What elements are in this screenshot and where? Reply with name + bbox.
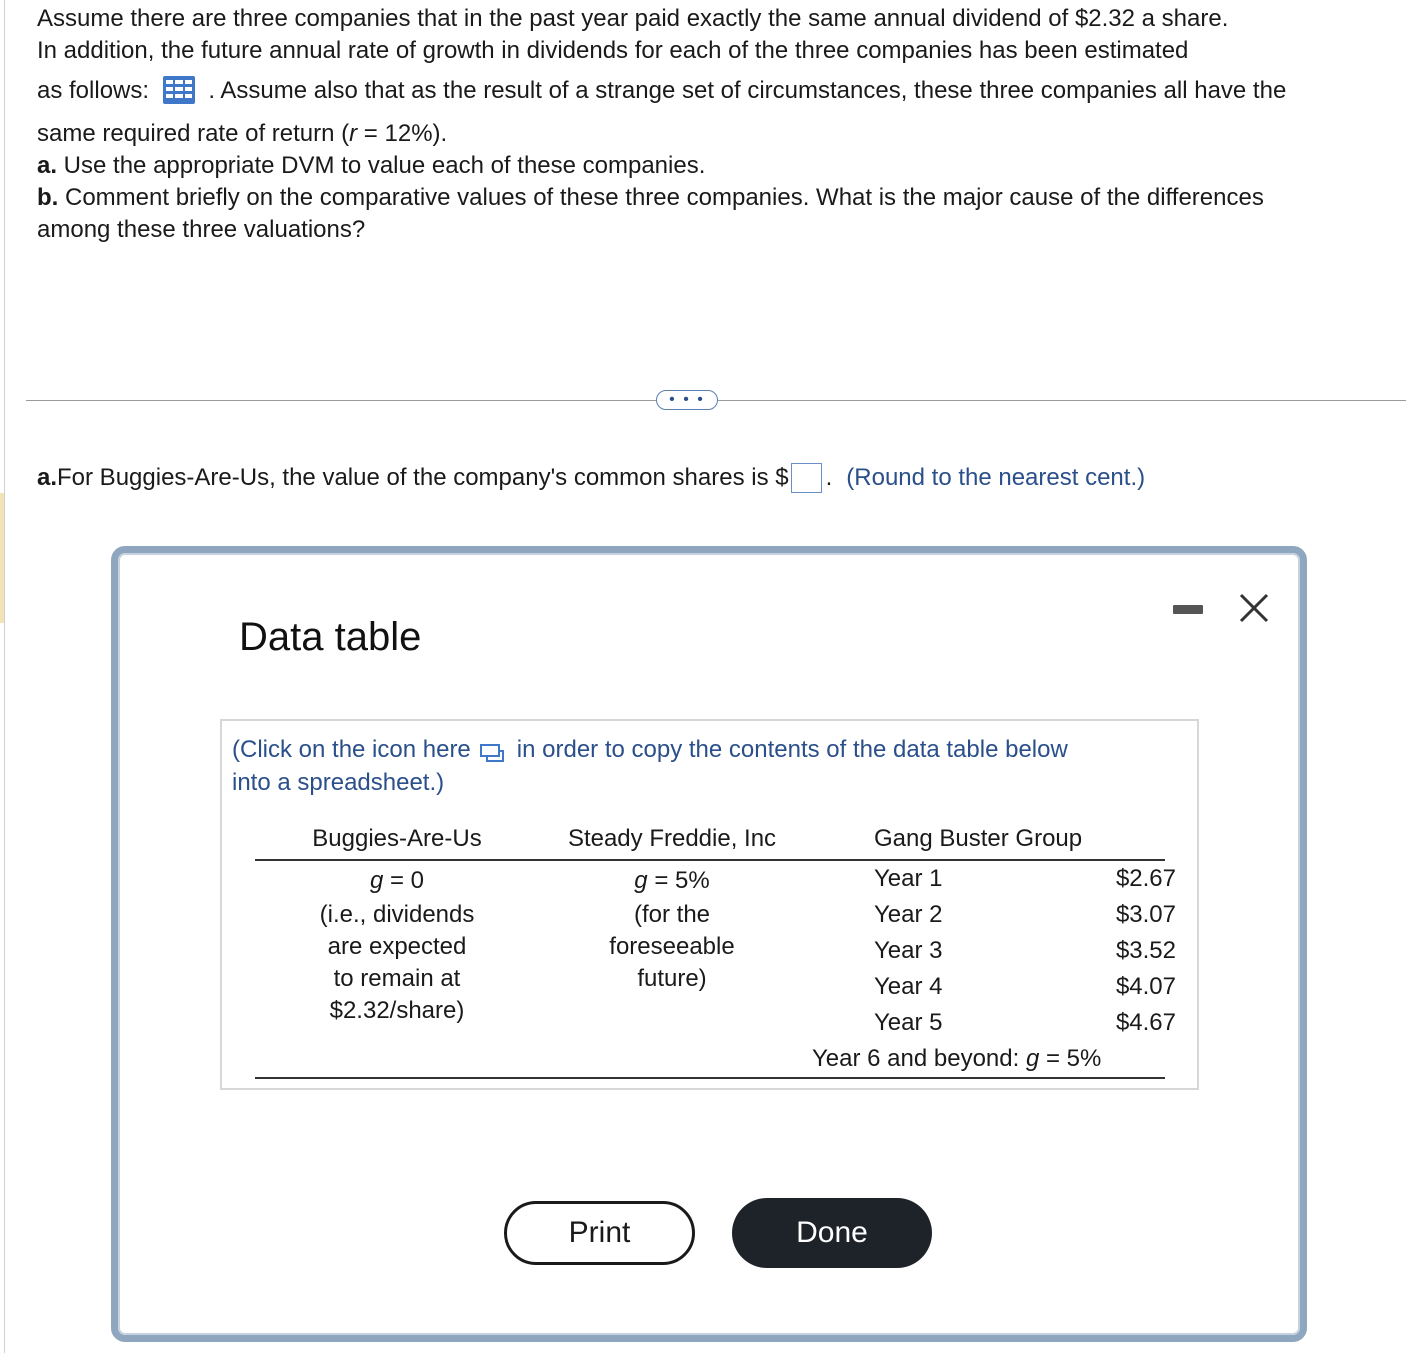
gang-year: Year 5 <box>874 1009 943 1036</box>
buggies-note-2: are expected <box>327 933 467 960</box>
gang-final-post: = 5% <box>1039 1045 1102 1072</box>
answer-suffix: . <box>825 464 833 491</box>
gang-year: Year 3 <box>874 937 943 964</box>
part-b-text-2: among these three valuations? <box>37 216 366 243</box>
answer-input[interactable] <box>791 463 822 493</box>
more-options-button[interactable]: • • • <box>656 390 718 410</box>
gang-dividend: $2.67 <box>1115 865 1176 892</box>
header-steady: Steady Freddie, Inc <box>567 825 777 852</box>
gang-year: Year 4 <box>874 973 943 1000</box>
part-a-label: a. <box>37 152 58 179</box>
answer-line <box>37 462 1145 494</box>
header-buggies: Buggies-Are-Us <box>312 825 482 852</box>
copy-note-post: in order to copy the contents of the data table below <box>516 736 1068 763</box>
steady-note-2: foreseeable <box>609 933 735 960</box>
part-a-instruction <box>37 151 705 181</box>
question-line-4 <box>37 119 447 149</box>
rate-variable: r <box>349 120 358 147</box>
left-accent-bar <box>0 493 4 623</box>
steady-g-var: g <box>634 867 648 894</box>
answer-prompt: For Buggies-Are-Us, the value of the company's common shares is $ <box>57 464 789 491</box>
steady-g-value: = 5% <box>647 867 710 894</box>
buggies-note-3: to remain at <box>333 965 461 992</box>
copy-note <box>232 733 1192 799</box>
question-line-4-pre: same required rate of return ( <box>37 120 350 147</box>
steady-growth <box>542 863 802 899</box>
gang-dividend: $4.07 <box>1115 973 1176 1000</box>
gang-dividend: $3.52 <box>1115 937 1176 964</box>
gang-dividend: $4.67 <box>1115 1009 1176 1036</box>
gang-final-growth <box>812 1041 1101 1077</box>
table-bottom-rule <box>255 1077 1165 1079</box>
gang-row-2 <box>874 897 1176 933</box>
left-border <box>4 0 5 1353</box>
grid-table-icon[interactable] <box>162 75 196 105</box>
buggies-growth <box>282 863 512 899</box>
part-b-instruction <box>37 183 1264 213</box>
part-b-text: Comment briefly on the comparative values of these three companies. What is the major cause of the differences <box>58 184 1264 211</box>
minimize-icon[interactable] <box>1173 605 1203 614</box>
question-line-4-post: = 12%). <box>357 120 448 147</box>
print-button[interactable]: Print <box>504 1201 695 1265</box>
answer-part-label: a. <box>37 464 58 491</box>
round-note: (Round to the nearest cent.) <box>846 464 1146 491</box>
data-table-frame <box>220 719 1199 1090</box>
done-button[interactable]: Done <box>732 1198 932 1268</box>
buggies-note-4: $2.32/share) <box>329 997 465 1024</box>
buggies-g-value: = 0 <box>383 867 425 894</box>
gang-row-1 <box>874 861 1176 897</box>
question-line-1: Assume there are three companies that in the past year paid exactly the same annual dividend of $2.32 a share. <box>37 5 1229 32</box>
gang-year: Year 1 <box>874 865 943 892</box>
buggies-note-1: (i.e., dividends <box>319 901 475 928</box>
gang-year: Year 2 <box>874 901 943 928</box>
header-gang: Gang Buster Group <box>874 825 1083 852</box>
copy-spreadsheet-icon[interactable] <box>479 739 505 759</box>
question-line-3-pre: as follows: <box>37 77 150 104</box>
copy-note-line-2: into a spreadsheet.) <box>232 769 445 796</box>
gang-final-var: g <box>1025 1045 1040 1072</box>
part-a-text: Use the appropriate DVM to value each of these companies. <box>57 152 706 179</box>
gang-final-pre: Year 6 and beyond: <box>812 1045 1026 1072</box>
gang-dividend: $3.07 <box>1115 901 1176 928</box>
close-icon[interactable] <box>1235 589 1273 627</box>
steady-column <box>542 863 802 995</box>
question-line-3 <box>37 76 1286 107</box>
data-table-modal <box>111 546 1307 1342</box>
gang-row-3 <box>874 933 1176 969</box>
question-line-3-post: . Assume also that as the result of a strange set of circumstances, these three companies all have the <box>208 77 1287 104</box>
gang-row-4 <box>874 969 1176 1005</box>
buggies-g-var: g <box>369 867 384 894</box>
steady-note-3: future) <box>637 965 707 992</box>
part-b-label: b. <box>37 184 59 211</box>
copy-note-pre: (Click on the icon here <box>232 736 471 763</box>
steady-note-1: (for the <box>633 901 711 928</box>
gang-row-5 <box>874 1005 1176 1041</box>
modal-title: Data table <box>239 615 422 659</box>
question-line-2: In addition, the future annual rate of growth in dividends for each of the three companies has been estimated <box>37 37 1189 64</box>
buggies-column <box>282 863 512 1027</box>
